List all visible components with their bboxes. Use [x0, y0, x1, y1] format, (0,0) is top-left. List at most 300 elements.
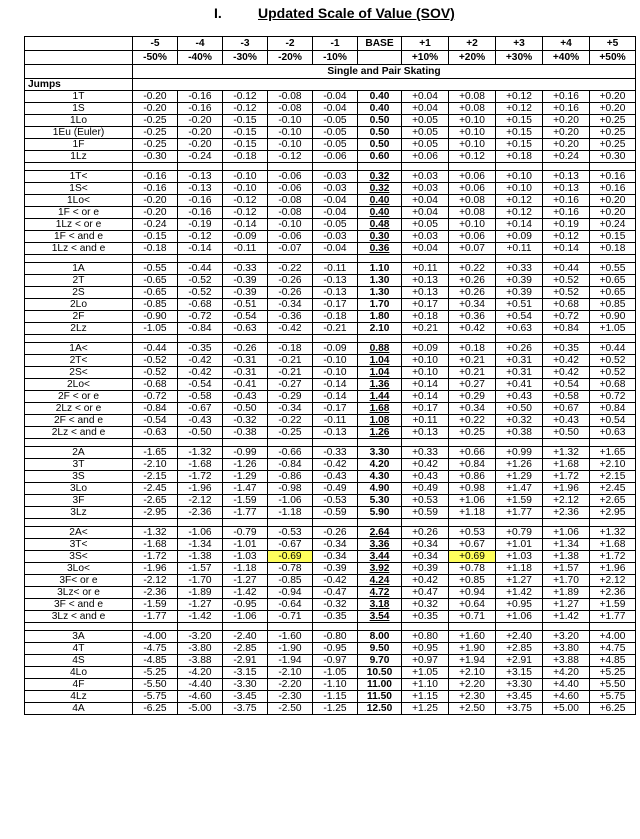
goe-value-cell: +0.43	[402, 471, 449, 483]
goe-value-cell: +0.16	[590, 183, 636, 195]
goe-value-cell: -0.15	[133, 231, 178, 243]
goe-value-cell: -0.12	[223, 91, 268, 103]
goe-value-cell: +0.18	[496, 151, 543, 163]
goe-value-cell: +0.63	[496, 323, 543, 335]
goe-value-cell: +0.18	[449, 343, 496, 355]
goe-value-cell: +0.15	[496, 139, 543, 151]
goe-value-cell: +0.52	[543, 275, 590, 287]
goe-value-cell: +0.32	[402, 599, 449, 611]
goe-value-cell: -0.17	[313, 299, 358, 311]
element-label: 1Lz	[25, 151, 133, 163]
goe-value-cell: +1.06	[543, 527, 590, 539]
base-value-cell: 11.00	[358, 679, 402, 691]
element-label: 1T<	[25, 171, 133, 183]
goe-value-cell: -2.20	[268, 679, 313, 691]
spacer-cell	[496, 439, 543, 447]
spacer-cell	[25, 439, 133, 447]
goe-value-cell: -0.10	[268, 115, 313, 127]
goe-value-cell: +1.47	[496, 483, 543, 495]
goe-value-cell: -0.13	[178, 171, 223, 183]
element-label: 3Lo<	[25, 563, 133, 575]
goe-value-cell: +0.65	[590, 287, 636, 299]
goe-value-cell: -0.04	[313, 195, 358, 207]
goe-value-cell: +2.30	[449, 691, 496, 703]
goe-value-cell: +0.26	[402, 527, 449, 539]
goe-value-cell: -4.60	[178, 691, 223, 703]
goe-value-cell: -0.63	[133, 427, 178, 439]
goe-value-cell: -0.17	[313, 403, 358, 415]
spacer-cell	[590, 439, 636, 447]
goe-value-cell: +0.30	[590, 151, 636, 163]
goe-value-cell: -0.98	[268, 483, 313, 495]
goe-value-cell: +0.10	[449, 127, 496, 139]
base-value-cell: 0.40	[358, 103, 402, 115]
spacer-cell	[449, 255, 496, 263]
goe-value-cell: -0.18	[223, 151, 268, 163]
goe-value-cell: -2.36	[178, 507, 223, 519]
goe-value-cell: +0.39	[496, 275, 543, 287]
goe-value-cell: +0.12	[543, 231, 590, 243]
goe-value-cell: +0.06	[449, 183, 496, 195]
goe-value-cell: +0.54	[590, 415, 636, 427]
goe-value-cell: +0.34	[449, 299, 496, 311]
base-value-cell: 0.40	[358, 91, 402, 103]
goe-value-cell: -1.59	[133, 599, 178, 611]
header-percent: +50%	[590, 51, 636, 65]
spacer-cell	[133, 623, 178, 631]
goe-value-cell: -0.10	[268, 219, 313, 231]
goe-value-cell: -0.13	[313, 287, 358, 299]
goe-value-cell: +0.20	[590, 103, 636, 115]
goe-value-cell: +2.12	[590, 575, 636, 587]
spacer-cell	[543, 335, 590, 343]
spacer-cell	[449, 163, 496, 171]
base-value-cell: 10.50	[358, 667, 402, 679]
goe-value-cell: -0.20	[178, 139, 223, 151]
goe-value-cell: -1.70	[178, 575, 223, 587]
goe-value-cell: -0.30	[133, 151, 178, 163]
goe-value-cell: +0.10	[449, 139, 496, 151]
base-value-cell: 0.50	[358, 127, 402, 139]
goe-value-cell: +0.16	[543, 207, 590, 219]
goe-value-cell: +1.72	[543, 471, 590, 483]
goe-value-cell: -0.16	[178, 195, 223, 207]
base-value-cell: 1.36	[358, 379, 402, 391]
goe-value-cell: +0.12	[496, 195, 543, 207]
goe-value-cell: -0.99	[223, 447, 268, 459]
spacer-cell	[496, 255, 543, 263]
header-grade: +1	[402, 37, 449, 51]
goe-value-cell: -0.54	[178, 379, 223, 391]
element-label: 2Lz < and e	[25, 427, 133, 439]
goe-value-cell: -0.12	[223, 207, 268, 219]
goe-value-cell: +0.20	[590, 195, 636, 207]
spacer-cell	[543, 255, 590, 263]
goe-value-cell: -0.43	[178, 415, 223, 427]
element-label: 3S	[25, 471, 133, 483]
goe-value-cell: -0.86	[268, 471, 313, 483]
spacer-cell	[133, 519, 178, 527]
spacer-cell	[25, 335, 133, 343]
goe-value-cell: +1.27	[543, 599, 590, 611]
element-label: 1Eu (Euler)	[25, 127, 133, 139]
goe-value-cell: +5.25	[590, 667, 636, 679]
element-label: 1F < and e	[25, 231, 133, 243]
spacer-cell	[268, 163, 313, 171]
goe-value-cell: -0.15	[223, 139, 268, 151]
goe-value-cell: -0.85	[133, 299, 178, 311]
goe-value-cell: +0.18	[590, 243, 636, 255]
goe-value-cell: -0.05	[313, 219, 358, 231]
goe-value-cell: -0.25	[133, 115, 178, 127]
element-label: 4A	[25, 703, 133, 715]
goe-value-cell: +0.22	[449, 415, 496, 427]
goe-value-cell: -0.42	[313, 459, 358, 471]
goe-value-cell: +0.20	[543, 115, 590, 127]
element-label: 2Lz < or e	[25, 403, 133, 415]
element-label: 1S<	[25, 183, 133, 195]
base-value-cell: 9.50	[358, 643, 402, 655]
spacer-cell	[543, 439, 590, 447]
header-percent: -40%	[178, 51, 223, 65]
goe-value-cell: -1.32	[133, 527, 178, 539]
base-value-cell: 4.72	[358, 587, 402, 599]
goe-value-cell: +0.33	[496, 263, 543, 275]
goe-value-cell: +0.16	[543, 91, 590, 103]
goe-value-cell: +3.20	[543, 631, 590, 643]
goe-value-cell: -1.65	[133, 447, 178, 459]
goe-value-cell: -0.09	[313, 343, 358, 355]
goe-value-cell: +2.65	[590, 495, 636, 507]
header-grade: +4	[543, 37, 590, 51]
goe-value-cell: +0.32	[496, 415, 543, 427]
base-value-cell: 4.20	[358, 459, 402, 471]
goe-value-cell: -3.45	[223, 691, 268, 703]
base-value-cell: 3.54	[358, 611, 402, 623]
goe-value-cell: +0.15	[590, 231, 636, 243]
spacer-cell	[178, 255, 223, 263]
goe-value-cell: -0.49	[313, 483, 358, 495]
table-row	[25, 599, 636, 611]
goe-value-cell: +0.09	[402, 343, 449, 355]
goe-value-cell: +0.84	[543, 323, 590, 335]
table-row	[25, 471, 636, 483]
goe-value-cell: +0.13	[402, 287, 449, 299]
element-label: 3F < and e	[25, 599, 133, 611]
goe-value-cell: +0.52	[590, 355, 636, 367]
goe-value-cell: +0.42	[543, 367, 590, 379]
goe-value-cell: -2.10	[268, 667, 313, 679]
element-label: 2T<	[25, 355, 133, 367]
spacer-cell	[223, 335, 268, 343]
goe-value-cell: +2.45	[590, 483, 636, 495]
goe-value-cell: +0.85	[590, 299, 636, 311]
goe-value-cell: -0.13	[313, 275, 358, 287]
goe-value-cell: -0.65	[133, 275, 178, 287]
spacer-cell	[313, 163, 358, 171]
goe-value-cell: -0.03	[313, 171, 358, 183]
goe-value-cell: -0.26	[223, 343, 268, 355]
goe-value-cell: -1.42	[178, 611, 223, 623]
goe-value-cell: +0.08	[449, 91, 496, 103]
header-percent: -50%	[133, 51, 178, 65]
spacer-cell	[313, 335, 358, 343]
goe-value-cell: +0.44	[543, 263, 590, 275]
goe-value-cell: -0.31	[223, 367, 268, 379]
group-spacer	[25, 335, 636, 343]
goe-value-cell: +0.05	[402, 139, 449, 151]
goe-value-cell: +0.66	[449, 447, 496, 459]
goe-value-cell: +0.20	[590, 91, 636, 103]
goe-value-cell: -0.42	[313, 575, 358, 587]
table-row	[25, 643, 636, 655]
header-grade: BASE	[358, 37, 402, 51]
table-row	[25, 587, 636, 599]
goe-value-cell: +0.20	[543, 139, 590, 151]
spacer-cell	[178, 163, 223, 171]
goe-value-cell: -0.10	[223, 171, 268, 183]
goe-value-cell: +0.67	[543, 403, 590, 415]
goe-value-cell: +0.72	[543, 311, 590, 323]
goe-value-cell: -0.18	[313, 311, 358, 323]
table-row	[25, 539, 636, 551]
goe-value-cell: -2.65	[133, 495, 178, 507]
subtitle-row	[25, 65, 636, 79]
goe-value-cell: +1.65	[590, 447, 636, 459]
base-value-cell: 1.44	[358, 391, 402, 403]
goe-value-cell: +0.80	[402, 631, 449, 643]
goe-value-cell: -0.52	[133, 367, 178, 379]
goe-value-cell: +0.07	[449, 243, 496, 255]
spacer-cell	[590, 335, 636, 343]
goe-value-cell: -0.25	[133, 127, 178, 139]
goe-value-cell: -0.16	[178, 103, 223, 115]
goe-value-cell: -0.16	[133, 171, 178, 183]
spacer-cell	[25, 163, 133, 171]
element-label: 4Lz	[25, 691, 133, 703]
goe-value-cell: -0.21	[313, 323, 358, 335]
goe-value-cell: -1.68	[178, 459, 223, 471]
goe-value-cell: -1.89	[178, 587, 223, 599]
goe-value-cell: -0.29	[268, 391, 313, 403]
goe-value-cell: -1.34	[178, 539, 223, 551]
goe-value-cell: -0.08	[268, 91, 313, 103]
goe-value-cell: +4.75	[590, 643, 636, 655]
goe-value-cell: -2.85	[223, 643, 268, 655]
goe-value-cell: +0.49	[402, 483, 449, 495]
goe-value-cell: -0.04	[313, 103, 358, 115]
goe-value-cell: +0.78	[449, 563, 496, 575]
spacer-cell	[590, 623, 636, 631]
goe-value-cell: -0.14	[178, 243, 223, 255]
table-row	[25, 379, 636, 391]
goe-value-cell: -0.22	[268, 263, 313, 275]
spacer-cell	[449, 439, 496, 447]
goe-value-cell: -0.11	[313, 263, 358, 275]
goe-value-cell: +0.10	[402, 367, 449, 379]
base-value-cell: 1.08	[358, 415, 402, 427]
spacer-cell	[496, 623, 543, 631]
goe-value-cell: -0.10	[313, 367, 358, 379]
base-value-cell: 1.10	[358, 263, 402, 275]
goe-value-cell: +0.31	[496, 355, 543, 367]
spacer-cell	[358, 519, 402, 527]
goe-value-cell: +0.20	[590, 207, 636, 219]
goe-value-cell: +1.18	[449, 507, 496, 519]
base-value-cell: 12.50	[358, 703, 402, 715]
goe-value-cell: +1.77	[590, 611, 636, 623]
goe-value-cell: +1.18	[496, 563, 543, 575]
goe-value-cell: +5.50	[590, 679, 636, 691]
goe-value-cell: +0.26	[496, 343, 543, 355]
goe-value-cell: +1.42	[496, 587, 543, 599]
goe-value-cell: +0.34	[402, 551, 449, 563]
goe-value-cell: -0.14	[313, 379, 358, 391]
goe-value-cell: -2.50	[268, 703, 313, 715]
base-value-cell: 1.04	[358, 355, 402, 367]
goe-value-cell: -1.90	[268, 643, 313, 655]
spacer-cell	[358, 255, 402, 263]
goe-value-cell: -0.20	[133, 91, 178, 103]
goe-value-cell: +1.26	[496, 459, 543, 471]
goe-value-cell: -0.47	[313, 587, 358, 599]
table-row	[25, 171, 636, 183]
goe-value-cell: +0.42	[402, 459, 449, 471]
goe-value-cell: -0.58	[178, 391, 223, 403]
spacer-cell	[590, 255, 636, 263]
goe-value-cell: +1.25	[402, 703, 449, 715]
goe-value-cell: -0.52	[178, 275, 223, 287]
table-row	[25, 527, 636, 539]
goe-value-cell: +1.06	[449, 495, 496, 507]
goe-value-cell: +0.50	[496, 403, 543, 415]
goe-value-cell: +0.59	[402, 507, 449, 519]
goe-value-cell: +2.12	[543, 495, 590, 507]
goe-value-cell: -6.25	[133, 703, 178, 715]
element-label: 2F < or e	[25, 391, 133, 403]
goe-value-cell: -1.47	[223, 483, 268, 495]
goe-value-cell: +0.04	[402, 91, 449, 103]
goe-value-cell: -0.16	[178, 207, 223, 219]
goe-value-cell: +0.25	[449, 427, 496, 439]
goe-value-cell: +1.68	[543, 459, 590, 471]
goe-value-cell: -0.33	[313, 447, 358, 459]
goe-value-cell: +5.00	[543, 703, 590, 715]
goe-value-cell: +0.13	[402, 427, 449, 439]
goe-value-cell: -2.30	[268, 691, 313, 703]
goe-value-cell: +1.68	[590, 539, 636, 551]
goe-value-cell: +0.84	[590, 403, 636, 415]
goe-value-cell: +0.03	[402, 183, 449, 195]
spacer-cell	[178, 623, 223, 631]
goe-value-cell: -1.27	[178, 599, 223, 611]
element-label: 4F	[25, 679, 133, 691]
base-value-cell: 4.90	[358, 483, 402, 495]
goe-value-cell: +0.43	[543, 415, 590, 427]
goe-value-cell: -0.04	[313, 243, 358, 255]
goe-value-cell: +0.55	[590, 263, 636, 275]
goe-value-cell: -0.11	[223, 243, 268, 255]
element-label: 3Lz< or e	[25, 587, 133, 599]
table-row	[25, 703, 636, 715]
goe-value-cell: +1.59	[496, 495, 543, 507]
spacer-cell	[268, 623, 313, 631]
goe-value-cell: -0.16	[133, 183, 178, 195]
group-spacer	[25, 623, 636, 631]
base-value-cell: 0.50	[358, 139, 402, 151]
table-row	[25, 495, 636, 507]
element-label: 1A	[25, 263, 133, 275]
goe-value-cell: -0.59	[313, 507, 358, 519]
goe-value-cell: +5.75	[590, 691, 636, 703]
goe-value-cell: +0.95	[496, 599, 543, 611]
goe-value-cell: -0.14	[313, 391, 358, 403]
spacer-cell	[496, 335, 543, 343]
table-row	[25, 447, 636, 459]
goe-value-cell: -0.90	[133, 311, 178, 323]
goe-value-cell: +0.47	[402, 587, 449, 599]
element-label: 2F < and e	[25, 415, 133, 427]
goe-value-cell: -0.50	[178, 427, 223, 439]
spacer-cell	[223, 439, 268, 447]
goe-value-cell: +0.85	[449, 575, 496, 587]
goe-value-cell: -0.79	[223, 527, 268, 539]
goe-value-cell: +3.45	[496, 691, 543, 703]
goe-value-cell: +3.88	[543, 655, 590, 667]
goe-value-cell: +0.68	[543, 299, 590, 311]
goe-value-cell: -1.60	[268, 631, 313, 643]
goe-value-cell: +0.94	[449, 587, 496, 599]
goe-value-cell: +0.05	[402, 127, 449, 139]
goe-value-cell: +0.10	[496, 183, 543, 195]
goe-value-cell: -3.80	[178, 643, 223, 655]
spacer-cell	[133, 163, 178, 171]
goe-value-cell: +0.44	[590, 343, 636, 355]
table-row	[25, 551, 636, 563]
goe-value-cell: +0.12	[496, 91, 543, 103]
goe-value-cell: +0.09	[496, 231, 543, 243]
goe-value-cell: +2.36	[590, 587, 636, 599]
base-value-cell: 0.40	[358, 195, 402, 207]
goe-value-cell: +2.10	[449, 667, 496, 679]
goe-value-cell: +0.26	[449, 287, 496, 299]
goe-value-cell: +0.04	[402, 195, 449, 207]
goe-value-cell: +0.86	[449, 471, 496, 483]
element-label: 3Lz	[25, 507, 133, 519]
spacer-cell	[268, 439, 313, 447]
goe-value-cell: +1.96	[590, 563, 636, 575]
goe-value-cell: +0.05	[402, 219, 449, 231]
goe-value-cell: -0.07	[268, 243, 313, 255]
spacer-cell	[402, 335, 449, 343]
goe-value-cell: -0.24	[133, 219, 178, 231]
goe-value-cell: -0.39	[313, 563, 358, 575]
goe-value-cell: +0.33	[402, 447, 449, 459]
goe-value-cell: -0.65	[133, 287, 178, 299]
header-grade: -1	[313, 37, 358, 51]
goe-value-cell: +0.25	[590, 115, 636, 127]
spacer-cell	[496, 519, 543, 527]
goe-value-cell: -0.51	[223, 299, 268, 311]
goe-value-cell: -0.12	[223, 103, 268, 115]
goe-value-cell: -0.08	[268, 195, 313, 207]
element-label: 4T	[25, 643, 133, 655]
goe-value-cell: +6.25	[590, 703, 636, 715]
goe-value-cell: -0.42	[178, 367, 223, 379]
base-value-cell: 5.90	[358, 507, 402, 519]
goe-value-cell: +0.53	[449, 527, 496, 539]
goe-value-cell: +1.89	[543, 587, 590, 599]
